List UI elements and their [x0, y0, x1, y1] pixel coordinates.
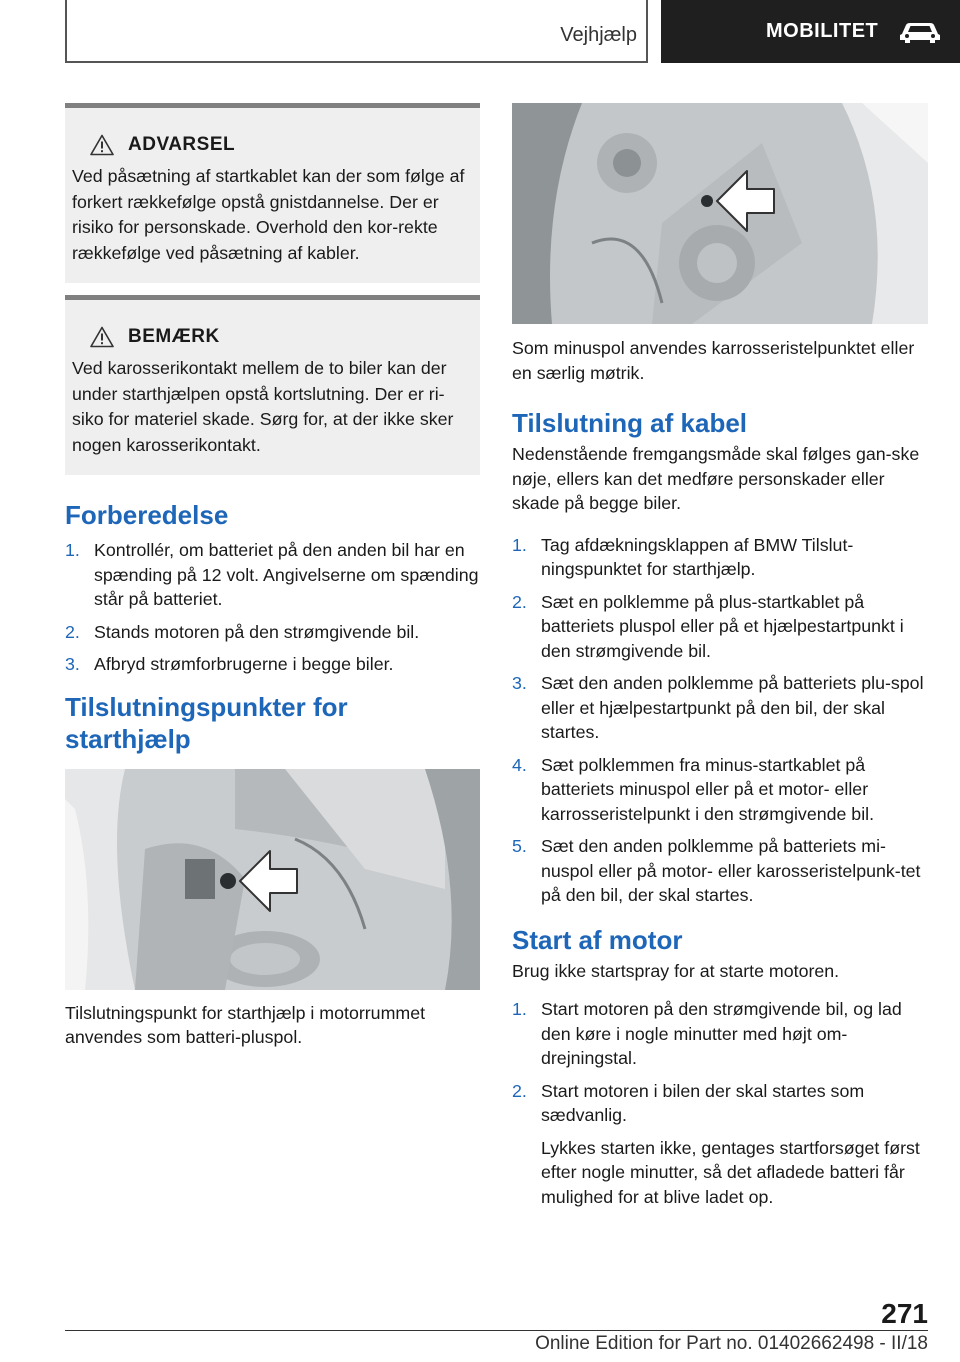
start-steps — [512, 997, 928, 1209]
engine-bay-photo — [65, 769, 480, 990]
warning-triangle-icon — [90, 326, 114, 348]
list-item — [512, 671, 928, 745]
step-number: 5. — [512, 836, 527, 856]
start-intro: Brug ikke startspray for at starte motoren. — [512, 960, 840, 981]
heading-tilslutningspunkter: Tilslutningspunkter for starthjælp — [65, 691, 348, 754]
notice-text: Ved karosserikontakt mellem de to biler kan der under starthjælpen opstå kortslutning. Der er ri-siko for materiel skade. Sørg for, at der ikke sker nogen karosserikontakt. — [72, 358, 454, 455]
step-number: 4. — [512, 754, 527, 775]
prep-steps — [65, 538, 480, 677]
left-column — [65, 103, 480, 1050]
list-item — [65, 538, 480, 612]
heading-tilslutning-kabel: Tilslutning af kabel — [512, 408, 748, 438]
step-text: Tag afdækningsklappen af BMW Tilslut-ningspunktet for starthjælp. — [541, 534, 854, 579]
step-text: Stands motoren på den strømgivende bil. — [94, 621, 420, 642]
step-number: 1. — [65, 540, 80, 560]
caption-ground-point: Som minuspol anvendes karrosseristelpunktet eller en særlig møtrik. — [512, 338, 915, 383]
list-item — [512, 753, 928, 827]
warning-text: Ved påsætning af startkablet kan der som følge af forkert rækkefølge opstå gnistdannelse. Der er risiko for personskade. Overhold den kor-rekte rækkefølge ved påsætning af kabler. — [72, 166, 465, 263]
list-item — [65, 652, 480, 677]
warning-title: ADVARSEL — [128, 134, 236, 155]
engine-bay-photo-ground — [512, 103, 928, 324]
cable-intro: Nedenstående fremgangsmåde skal følges gan-ske nøje, ellers kan det medføre personskader eller skade på begge biler. — [512, 444, 920, 513]
section-title: Vejhjælp — [560, 24, 637, 46]
heading-start-motor: Start af motor — [512, 924, 683, 955]
footer-edition: Online Edition for Part no. 01402662498 - II/18 — [535, 1333, 928, 1354]
chapter-title: MOBILITET — [766, 20, 879, 42]
list-item — [512, 590, 928, 664]
page-number: 271 — [881, 1298, 928, 1329]
step-number: 1. — [512, 534, 527, 555]
step-number: 2. — [512, 1080, 527, 1101]
footer-divider — [65, 1330, 928, 1331]
notice-title: BEMÆRK — [128, 326, 220, 347]
step-text: Kontrollér, om batteriet på den anden bil har en spænding på 12 volt. Angivelserne om spænding står på batteriet. — [94, 540, 479, 609]
list-item — [512, 997, 928, 1071]
cable-steps — [512, 533, 928, 908]
step-text: Afbryd strømforbrugerne i begge biler. — [94, 654, 394, 674]
notice-box — [65, 295, 480, 475]
step-number: 1. — [512, 999, 527, 1019]
list-item — [65, 620, 480, 645]
caption-plus-point: Tilslutningspunkt for starthjælp i motorrummet anvendes som batteri-pluspol. — [65, 1002, 426, 1047]
right-column — [512, 103, 928, 1217]
step-text: Sæt den anden polklemme på batteriets mi-nuspol eller på motor- eller karosseristelpunk-tet på den bil, der skal startes. — [541, 836, 921, 905]
list-item — [512, 533, 928, 582]
chapter-tab — [661, 0, 960, 63]
list-item — [512, 1079, 928, 1210]
step-text: Sæt polklemmen fra minus-startkablet på batteriets minuspol eller på et motor- eller karrosseristelpunkt i den strømgivende bil. — [541, 754, 875, 824]
step-number: 3. — [512, 673, 527, 693]
step-note: Lykkes starten ikke, gentages startforsøget først efter nogle minutter, så det afladede batteri får mulighed for at blive ladet op. — [541, 1137, 920, 1207]
warning-box — [65, 103, 480, 283]
list-item — [512, 834, 928, 908]
step-number: 2. — [512, 591, 527, 612]
heading-forberedelse: Forberedelse — [65, 500, 229, 530]
step-number: 2. — [65, 621, 80, 642]
step-number: 3. — [65, 654, 80, 674]
step-text: Sæt den anden polklemme på batteriets plu-spol eller et hjælpestartpunkt på den bil, der skal startes. — [541, 673, 924, 742]
step-text: Start motoren i bilen der skal startes som sædvanlig. — [541, 1080, 865, 1125]
step-text: Sæt en polklemme på plus-startkablet på batteriets pluspol eller på et hjælpestartpunkt i den strømgivende bil. — [541, 591, 904, 661]
car-icon — [898, 20, 942, 44]
warning-triangle-icon — [90, 134, 114, 156]
step-text: Start motoren på den strømgivende bil, og lad den køre i nogle minutter med højt om-drejningstal. — [541, 999, 902, 1068]
